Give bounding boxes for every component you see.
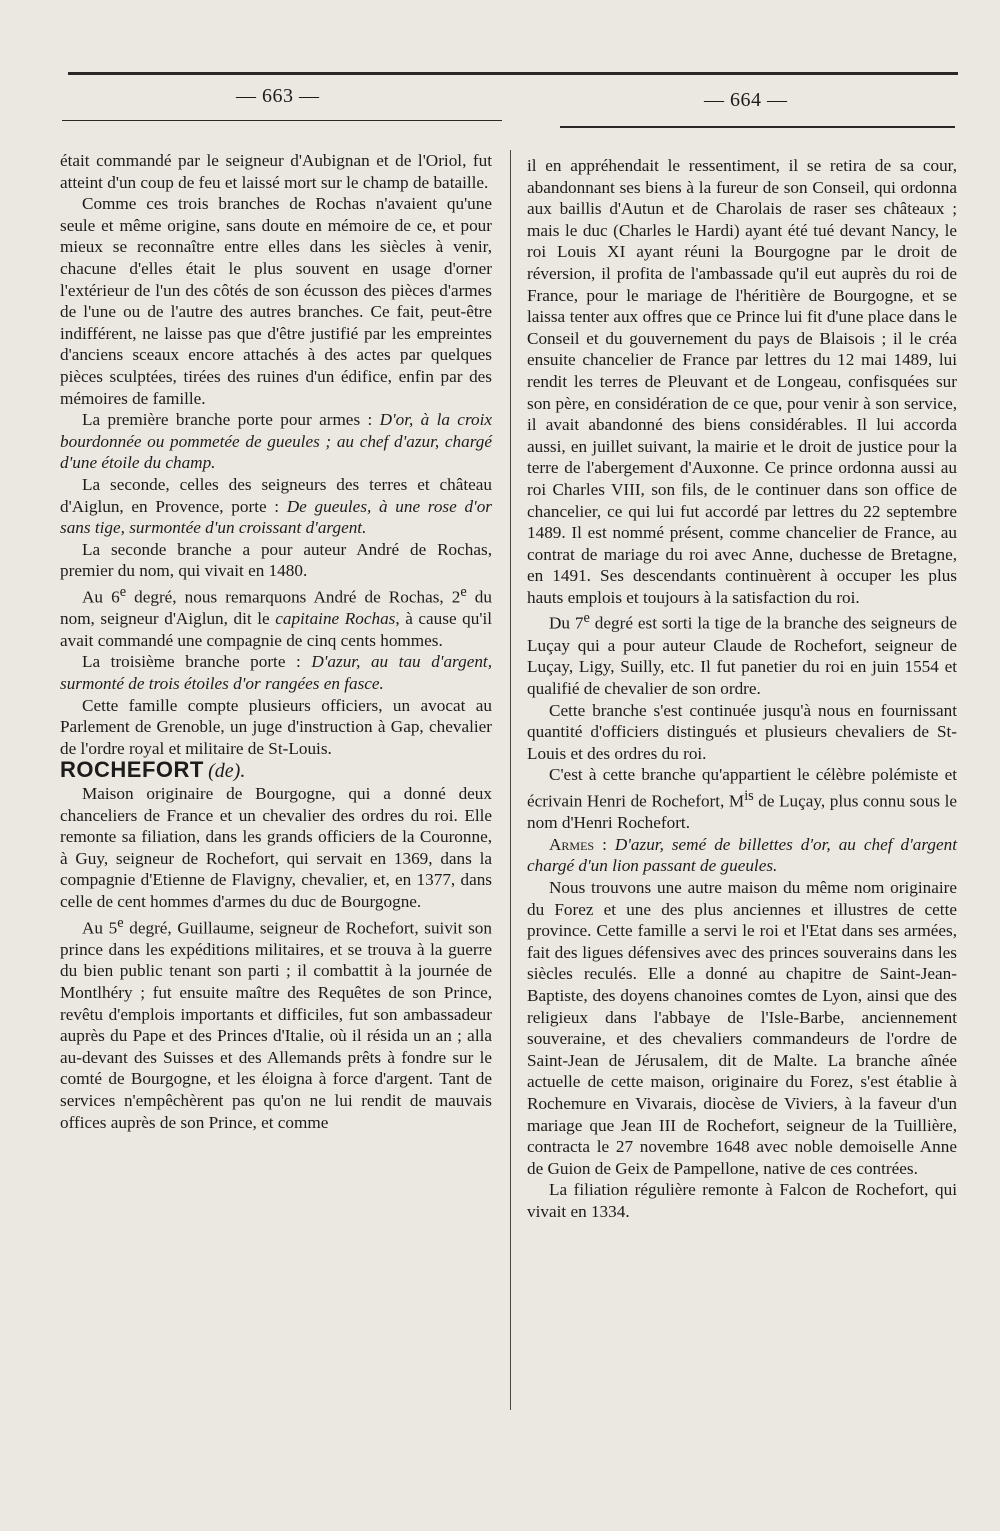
paragraph [60, 582, 492, 652]
blazon: D'or, à la croix bourdonnée ou pommetée de gueules ; au chef d'azur, chargé d'une étoile du champ. [60, 410, 492, 473]
paragraph: La seconde branche a pour auteur André de Rochas, premier du nom, qui vivait en 1480. [60, 539, 492, 581]
column-separator [510, 150, 511, 1410]
paragraph-text: C'est à cette branche qu'appartient le célèbre polémiste et écrivain Henri de Rochefort, M [527, 765, 957, 811]
paragraph-text: , à cause qu'il avait commandé une compagnie de cinq cents hommes. [60, 609, 493, 650]
paragraph-text: La première branche porte pour armes : [82, 410, 380, 430]
header-rule-left [62, 120, 502, 121]
superscript: e [119, 583, 127, 600]
paragraph: Nous trouvons une autre maison du même nom originaire du Forez et une des plus anciennes et illustres de cette province. Cette famille a servi le roi et l'Etat dans ses armées, fait des ligues défensives avec des princes souverains dans les siècles reculés. Elle a donné au chapitre de Saint-Jean-Baptiste, des doyens chanoines comtes de Lyon, ainsi que des religieux dans l'abbaye de l'Isle-Barbe, anciennement souveraine, et des chevaliers commandeurs de l'ordre de Saint-Jean de Jérusalem, dit de Malte. La branche aînée actuelle de cette maison, originaire du Forez, s'est établie à Rochemure en Vivarais, diocèse de Viviers, à la faveur d'un mariage que Jean III de Rochefort, seigneur de la Tuillière, contracta le 27 novembre 1648 avec noble demoiselle Anne de Guion de Geix de Pampellone, native de ces contrées. [527, 878, 957, 1178]
paragraph: Cette famille compte plusieurs officiers, un avocat au Parlement de Grenoble, un juge d'instruction à Gap, chevalier de l'ordre royal et militaire de St-Louis. [60, 695, 492, 758]
header-rule-right [560, 126, 955, 128]
paragraph: était commandé par le seigneur d'Aubignan et de l'Oriol, fut atteint d'un coup de feu et laissé mort sur le champ de bataille. [60, 151, 492, 192]
paragraph-text: degré, nous remarquons André de Rochas, 2 [126, 587, 461, 607]
heading-suffix: (de). [208, 760, 246, 783]
paragraph: La filiation régulière remonte à Falcon de Rochefort, qui vivait en 1334. [527, 1180, 957, 1221]
top-rule [68, 72, 958, 75]
paragraph [527, 834, 957, 877]
superscript: is [744, 787, 754, 804]
blazon: De gueules, à une rose d'or sans tige, surmontée d'un croissant d'argent. [60, 496, 492, 538]
paragraph-text: Au 5 [82, 918, 118, 938]
page-number-right: — 664 — [704, 89, 788, 111]
page-number-left: — 663 — [236, 85, 320, 107]
paragraph [527, 764, 957, 834]
paragraph-text: degré, Guillaume, seigneur de Rochefort, suivit son prince dans les expéditions militaires, et se trouva à la guerre du bien public tenant son parti ; il combattit à la journée de Montlhéry ; fut ensuite maître des Requêtes de son Prince, revêtu d'emplois importants et difficiles, fut son ambassadeur auprès du Pape et des Princes d'Italie, où il résida un an ; alla au-devant des Suisses et des Allemands prêts à fondre sur le comté de Bourgogne, et les éloigna à force d'argent. Tant de services n'empêchèrent pas qu'on ne lui rendit de mauvais offices auprès de son Prince, et comme [60, 918, 492, 1132]
paragraph-text: Au 6 [82, 587, 120, 607]
blazon: D'azur, semé de billettes d'or, au chef d'argent chargé d'un lion passant de gueules. [527, 834, 957, 876]
arms-label: Armes [549, 834, 595, 854]
paragraph-text: de Luçay, plus connu sous le nom d'Henri Rochefort. [527, 791, 957, 833]
blazon: D'azur, au tau d'argent, surmonté de trois étoiles d'or rangées en fasce. [60, 652, 492, 693]
paragraph: Cette branche s'est continuée jusqu'à nous en fournissant quantité d'officiers distingués et plusieurs chevaliers de St-Louis et des ordres du roi. [527, 700, 957, 763]
paragraph-text: La seconde, celles des seigneurs des terres et château d'Aiglun, en Provence, porte : [60, 474, 492, 516]
paragraph-text: : [594, 834, 615, 854]
paragraph: il en appréhendait le ressentiment, il se retira de sa cour, abandonnant ses biens à la fureur de son Conseil, qui ordonna aux baillis d'Autun et de Charolais de raser ses châteaux ; mais le duc (Charles le Hardi) ayant été tué devant Nancy, le roi Louis XI ayant réuni la Bourgogne par le droit de réversion, il profita de l'ambassade qu'il eut auprès du roi de France, pour le mariage de l'héritière de Bourgogne, et se laissa tenter aux offres que ce Prince lui fit d'une place dans le Conseil et du gouvernement du pays de Blaisois ; il le créa ensuite chancelier de France par lettres du 12 mai 1489, lui rendit les terres de Pleuvant et de Longeau, confisquées sur son père, en considération de ce que, pour venir à son service, il avait abandonné des biens considérables. Il lui accorda aussi, en juillet suivant, la mairie et le droit de justice pour la terre de l'abergement d'Auxonne. Ce prince ordonna aussi au roi Charles VIII, son fils, de le continuer dans son office de chancelier, ce qui lui fut accordé par lettres du 22 septembre 1489. Il est nommé présent, comme chancelier de France, au contrat de mariage du roi avec Anne, duchesse de Bretagne, en 1491. Ses descendants continuèrent à occuper les plus hauts emplois et toujours à la satisfaction du roi. [527, 156, 957, 607]
title-italic: capitaine Rochas [275, 609, 396, 629]
paragraph-text: Du 7 [549, 614, 584, 634]
heading-name: ROCHEFORT [60, 757, 204, 783]
paragraph [60, 474, 492, 539]
section-heading [60, 759, 492, 783]
right-column [527, 155, 957, 1223]
paragraph-text: degré est sorti la tige de la branche des seigneurs de Luçay qui a pour auteur Claude de Rochefort, seigneur de Luçay, Ligy, Suilly, etc. Il fut panetier du roi en juin 1554 et qualifié de chevalier de son ordre. [527, 614, 957, 698]
paragraph-text: du nom, seigneur d'Aiglun, dit le [60, 587, 492, 629]
paragraph [60, 409, 492, 474]
paragraph [60, 651, 492, 694]
paragraph [60, 913, 492, 1134]
left-column [60, 150, 492, 1133]
paragraph: Maison originaire de Bourgogne, qui a donné deux chanceliers de France et un chevalier des ordres du roi. Elle remonte sa filiation, dans les grands officiers de la Couronne, à Guy, seigneur de Rochefort, qui servait en 1369, dans la compagnie d'Etienne de Flavigny, chevalier, et, en 1377, dans celle de cent hommes d'armes du duc de Bourgogne. [60, 783, 492, 911]
superscript: e [117, 914, 124, 931]
superscript: e [460, 583, 467, 600]
paragraph [527, 608, 957, 699]
paragraph: Comme ces trois branches de Rochas n'avaient qu'une seule et même origine, sans doute en mémoire de ce, et pour mieux se reconnaître entre elles dans les siècles à venir, chacune d'elles était le plus souvent en usage d'orner l'extérieur de l'un des côtés de son écusson des pièces d'armes de l'une ou de l'autre des autres branches. Ce fait, peut-être indifférent, ne laisse pas que d'être justifié par les empreintes d'anciens sceaux encore attachés à des actes par quelques pièces sculptées, tirées des ruines d'un édifice, enfin par des mémoires de famille. [60, 194, 492, 408]
paragraph-text: La troisième branche porte : [82, 652, 312, 672]
superscript: e [583, 610, 590, 627]
